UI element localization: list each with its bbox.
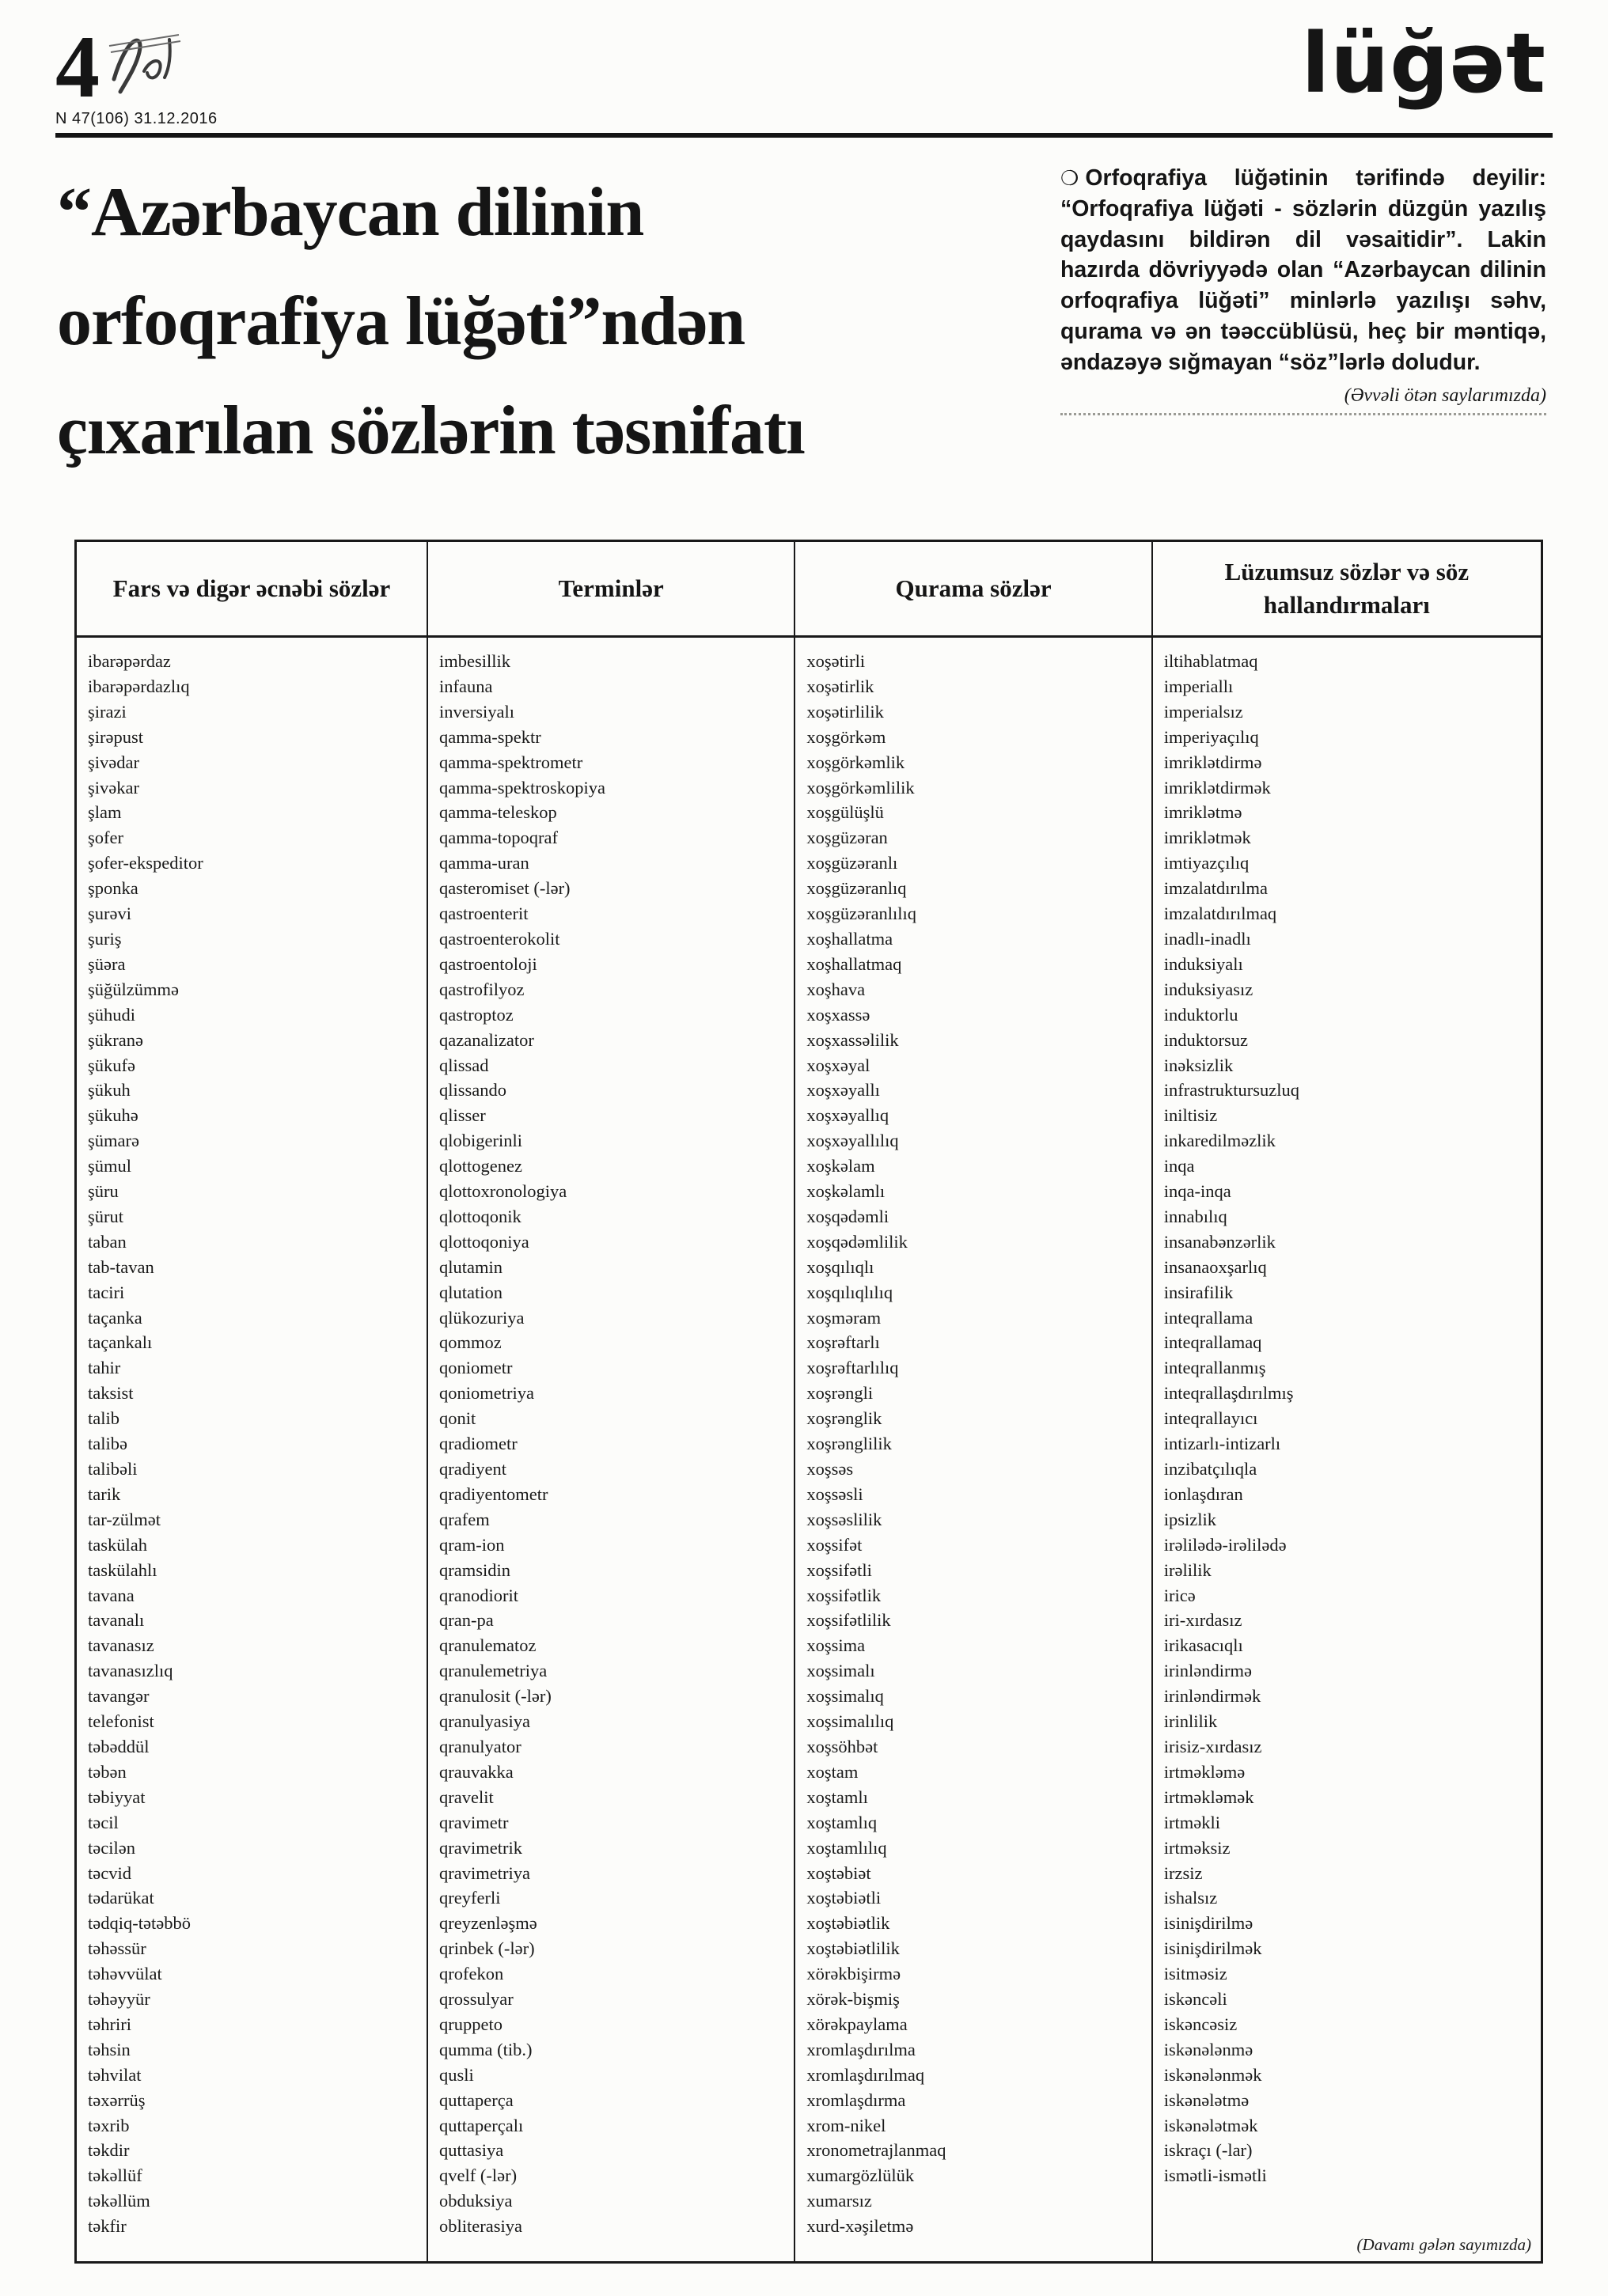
word-entry: təkəllüm — [88, 2191, 150, 2211]
word-entry: xoşxəyal — [806, 1055, 870, 1075]
word-entry: qlottoqoniya — [439, 1231, 529, 1252]
word-entry: qlottogenez — [439, 1156, 522, 1176]
word-entry: inəksizlik — [1163, 1055, 1234, 1075]
word-entry: qlükozuriya — [439, 1307, 525, 1328]
word-entry: imriklətmək — [1163, 828, 1251, 848]
word-entry: tavangər — [88, 1686, 150, 1707]
word-entry: iniltisiz — [1163, 1105, 1218, 1126]
word-entry: talibəli — [88, 1459, 138, 1479]
word-entry: irikasacıqlı — [1163, 1635, 1243, 1656]
word-entry: qlutamin — [439, 1256, 502, 1277]
word-entry: iskraçı (-lar) — [1163, 2140, 1253, 2161]
word-entry: xörək-bişmiş — [806, 1989, 900, 2010]
word-entry: inteqrallayıcı — [1163, 1408, 1258, 1429]
word-entry: qram-ion — [439, 1534, 505, 1555]
word-entry: induktorsuz — [1163, 1029, 1248, 1050]
word-entry: taçankalı — [88, 1332, 153, 1353]
word-entry: tar-zülmət — [88, 1509, 161, 1529]
word-entry: ibarəpərdaz — [88, 651, 171, 671]
word-column-terms — [428, 638, 795, 2261]
word-entry: inversiyalı — [439, 701, 514, 722]
word-entry: qravimetr — [439, 1812, 509, 1832]
word-entry: taçanka — [88, 1307, 142, 1328]
word-entry: xoşətirlilik — [806, 701, 884, 722]
word-entry: xoştəbiətlilik — [806, 1938, 900, 1959]
word-entry: taciri — [88, 1282, 125, 1302]
word-entry: qvelf (-lər) — [439, 2165, 518, 2186]
word-entry: qamma-spektr — [439, 726, 541, 747]
column-header-foreign-words: Fars və digər əcnəbi sözlər — [77, 542, 428, 635]
word-entry: qran-pa — [439, 1610, 494, 1631]
word-entry: xoşxəyallıq — [806, 1105, 889, 1126]
word-entry: xoşgüzəranlı — [806, 853, 898, 873]
word-entry: qlissad — [439, 1055, 489, 1075]
word-entry: təkəllüf — [88, 2165, 142, 2186]
word-entry: inzibatçılıqla — [1163, 1459, 1257, 1479]
word-entry: şükufə — [88, 1055, 135, 1075]
word-entry: qamma-teleskop — [439, 802, 557, 823]
headline-line: çıxarılan sözlərin təsnifatı — [57, 392, 805, 469]
footer-continuation-note: (Davamı gələn sayımızda) — [1356, 2235, 1531, 2254]
word-entry: xoşqədəmlilik — [806, 1231, 908, 1252]
word-entry: talibə — [88, 1434, 127, 1454]
word-entry: inkaredilməzlik — [1163, 1131, 1276, 1151]
word-entry: şofer — [88, 828, 123, 848]
intro-paragraph — [1060, 163, 1546, 377]
word-entry: təhəssür — [88, 1938, 146, 1959]
word-entry: qrofekon — [439, 1964, 504, 1984]
word-entry: xoşsəs — [806, 1459, 854, 1479]
word-entry: xoşgüzəran — [806, 828, 888, 848]
word-entry: xoşsifət — [806, 1534, 863, 1555]
word-entry: imtiyazçılıq — [1163, 853, 1250, 873]
word-entry: qradiyent — [439, 1459, 506, 1479]
word-entry: xoşgörkəmlilik — [806, 777, 915, 798]
word-entry: intizarlı-intizarlı — [1163, 1434, 1281, 1454]
word-entry: təcil — [88, 1812, 119, 1832]
masthead — [0, 0, 1608, 133]
word-entry: şivədar — [88, 752, 139, 772]
word-entry: taskülah — [88, 1534, 147, 1555]
word-entry: xoşsimalıq — [806, 1686, 884, 1707]
word-entry: qamma-spektroskopiya — [439, 777, 605, 798]
word-entry: qommoz — [439, 1332, 502, 1353]
word-entry: obduksiya — [439, 2191, 513, 2211]
word-entry: qranulyator — [439, 1736, 521, 1756]
word-entry: xörəkbişirmə — [806, 1964, 901, 1984]
word-entry: təkdir — [88, 2140, 130, 2161]
bullet-icon: ❍ — [1060, 166, 1079, 190]
word-entry: şüru — [88, 1181, 119, 1202]
column-header-unnecessary-words: Lüzumsuz sözlər və söz hallandırmaları — [1224, 558, 1470, 619]
word-entry: xumarsız — [806, 2191, 872, 2211]
word-entry: qusli — [439, 2064, 474, 2085]
word-entry: qranulyasiya — [439, 1711, 530, 1732]
word-entry: inteqrallanmış — [1163, 1358, 1266, 1378]
word-entry: xromlaşdırılma — [806, 2039, 916, 2059]
word-entry: təhsin — [88, 2039, 131, 2059]
page-number: 4 — [55, 18, 100, 116]
issue-info: N 47(106) 31.12.2016 — [55, 110, 218, 128]
word-entry: təcilən — [88, 1837, 135, 1858]
word-entry: xoşgörkəmlik — [806, 752, 905, 772]
word-column-made-up — [795, 638, 1152, 2261]
word-entry: xoşsimalılıq — [806, 1711, 894, 1732]
word-entry: qradiyentometr — [439, 1483, 548, 1504]
word-entry: şivəkar — [88, 777, 139, 798]
word-entry: xoştamlı — [806, 1786, 868, 1807]
word-entry: inqa — [1163, 1156, 1195, 1176]
word-entry: infauna — [439, 676, 493, 696]
word-entry: qamma-spektrometr — [439, 752, 583, 772]
word-entry: xoşsimalı — [806, 1661, 875, 1681]
word-entry: taban — [88, 1231, 127, 1252]
word-column-unnecessary — [1153, 638, 1541, 2261]
word-entry: qastroenterit — [439, 904, 529, 924]
word-entry: irtməkli — [1163, 1812, 1220, 1832]
column-header-made-up-words: Qurama sözlər — [795, 542, 1152, 635]
word-entry: xoştam — [806, 1761, 859, 1782]
masthead-logo-flourish-icon — [103, 28, 229, 98]
word-entry: isitməsiz — [1163, 1964, 1227, 1984]
word-entry: iskənələtmək — [1163, 2115, 1258, 2135]
word-entry: induktorlu — [1163, 1004, 1238, 1025]
word-entry: innabılıq — [1163, 1206, 1227, 1226]
intro-block — [1060, 158, 1546, 508]
word-entry: xoşqılıqlı — [806, 1256, 874, 1277]
word-entry: şüəra — [88, 953, 126, 974]
word-entry: ibarəpərdazlıq — [88, 676, 190, 696]
word-entry: şuriş — [88, 928, 122, 949]
word-entry: iskənələtmə — [1163, 2090, 1250, 2110]
word-entry: şükranə — [88, 1029, 143, 1050]
word-entry: xoşhava — [806, 979, 866, 999]
word-entry: qastroenterokolit — [439, 928, 560, 949]
word-entry: imriklətdirmək — [1163, 777, 1271, 798]
table-header-row — [77, 542, 1541, 638]
word-entry: xoşrənglik — [806, 1408, 882, 1429]
word-entry: taskülahlı — [88, 1559, 157, 1580]
word-entry: şürut — [88, 1206, 123, 1226]
word-entry: təbiyyat — [88, 1786, 146, 1807]
word-entry: şümul — [88, 1156, 132, 1176]
word-entry: xoşqədəmli — [806, 1206, 889, 1226]
word-entry: inqa-inqa — [1163, 1181, 1231, 1202]
word-entry: inteqrallaşdırılmış — [1163, 1383, 1294, 1404]
column-header-terms: Terminlər — [428, 542, 795, 635]
word-entry: qranulematoz — [439, 1635, 537, 1656]
word-entry: imriklətdirmə — [1163, 752, 1262, 772]
word-entry: şlam — [88, 802, 122, 823]
word-entry: xrom-nikel — [806, 2115, 886, 2135]
word-entry: iltihablatmaq — [1163, 651, 1258, 671]
word-entry: irəlilik — [1163, 1559, 1212, 1580]
word-entry: imzalatdırılmaq — [1163, 904, 1277, 924]
word-entry: xörəkpaylama — [806, 2014, 908, 2034]
word-entry: xoşsifətlik — [806, 1585, 882, 1605]
intro-continuation-note: (Əvvəli ötən saylarımızda) — [1060, 385, 1546, 415]
word-entry: induksiyalı — [1163, 953, 1243, 974]
word-entry: inteqrallama — [1163, 1307, 1253, 1328]
word-entry: qlisser — [439, 1105, 486, 1126]
word-entry: qazanalizator — [439, 1029, 534, 1050]
word-entry: təhəyyür — [88, 1989, 150, 2010]
word-entry: qrauvakka — [439, 1761, 514, 1782]
word-entry: quttaperça — [439, 2090, 514, 2110]
word-entry: qoniometriya — [439, 1383, 534, 1404]
word-entry: qlobigerinli — [439, 1131, 522, 1151]
word-entry: şükuhə — [88, 1105, 138, 1126]
word-entry: xoşsifətli — [806, 1559, 872, 1580]
word-entry: qranulemetriya — [439, 1661, 548, 1681]
word-entry: qramsidin — [439, 1559, 510, 1580]
word-entry: xoşrəngli — [806, 1383, 874, 1404]
word-entry: qranulosit (-lər) — [439, 1686, 552, 1707]
word-entry: telefonist — [88, 1711, 154, 1732]
word-entry: irisiz-xırdasız — [1163, 1736, 1262, 1756]
word-entry: iskəncəli — [1163, 1989, 1227, 2010]
word-entry: xoşətirlik — [806, 676, 874, 696]
word-entry: iricə — [1163, 1585, 1196, 1605]
word-entry: iskəncəsiz — [1163, 2014, 1238, 2034]
word-entry: isinişdirilmək — [1163, 1938, 1262, 1959]
word-entry: təxərrüş — [88, 2090, 146, 2110]
word-entry: qravimetrik — [439, 1837, 522, 1858]
word-classification-table — [74, 540, 1543, 2264]
word-entry: xoştəbiətlik — [806, 1913, 890, 1934]
word-entry: xoştəbiət — [806, 1862, 871, 1883]
word-entry: qumma (tib.) — [439, 2039, 533, 2059]
word-entry: qastroentoloji — [439, 953, 537, 974]
headline-line: orfoqrafiya lüğəti”ndən — [57, 283, 745, 360]
word-entry: qlottoxronologiya — [439, 1181, 567, 1202]
word-entry: irinləndirmək — [1163, 1686, 1261, 1707]
word-entry: induksiyasız — [1163, 979, 1253, 999]
word-entry: tavana — [88, 1585, 135, 1605]
word-entry: xoşgüzəranlıq — [806, 878, 907, 899]
word-entry: şponka — [88, 878, 138, 899]
word-entry: təbən — [88, 1761, 127, 1782]
word-entry: xurd-xəşiletmə — [806, 2216, 914, 2237]
word-entry: xoşrəftarlı — [806, 1332, 880, 1353]
word-entry: qreyferli — [439, 1888, 501, 1908]
word-entry: qamma-uran — [439, 853, 529, 873]
word-entry: imperialsız — [1163, 701, 1243, 722]
word-entry: talib — [88, 1408, 119, 1429]
word-entry: xoşxəyallı — [806, 1080, 880, 1101]
table-body — [77, 638, 1541, 2261]
word-entry: imzalatdırılma — [1163, 878, 1268, 899]
word-entry: irinlilik — [1163, 1711, 1218, 1732]
word-entry: şirazi — [88, 701, 127, 722]
word-entry: xromlaşdırma — [806, 2090, 906, 2110]
word-entry: xoşməram — [806, 1307, 882, 1328]
word-entry: irzsiz — [1163, 1862, 1203, 1883]
word-entry: qranodiorit — [439, 1585, 518, 1605]
word-entry: xromlaşdırılmaq — [806, 2064, 925, 2085]
word-entry: xoşhallatma — [806, 928, 893, 949]
word-entry: təhəvvülat — [88, 1964, 162, 1984]
word-entry: xoşxəyallılıq — [806, 1131, 899, 1151]
word-entry: imriklətmə — [1163, 802, 1242, 823]
word-entry: xoşsifətlilik — [806, 1610, 891, 1631]
word-entry: təhvilat — [88, 2064, 142, 2085]
word-entry: xoşrəftarlılıq — [806, 1358, 899, 1378]
intro-text: Orfoqrafiya lüğətinin tərifində deyilir: “Orfoqrafiya lüğəti - sözlərin düzgün yazılış qaydasını bildirən dil vəsaitidir”. Lakin hazırda dövriyyədə olan “Azərbaycan dilinin orfoqrafiya lüğəti” minlərlə yazılışı səhv, qurama və ən təəccüblüsü, heç bir məntiqə, əndazəyə sığmayan “söz”lərlə doludur. — [1060, 165, 1546, 375]
word-entry: qamma-topoqraf — [439, 828, 558, 848]
word-entry: quttaperçalı — [439, 2115, 524, 2135]
word-entry: irtməkləmə — [1163, 1761, 1246, 1782]
word-entry: qreyzenləşmə — [439, 1913, 537, 1934]
word-entry: təkfir — [88, 2216, 127, 2237]
lead-section — [0, 138, 1608, 522]
masthead-left — [55, 18, 229, 128]
word-entry: ipsizlik — [1163, 1509, 1216, 1529]
word-entry: şofer-ekspeditor — [88, 853, 203, 873]
word-entry: iskənələnmə — [1163, 2039, 1253, 2059]
word-entry: təhriri — [88, 2014, 131, 2034]
word-entry: qrinbek (-lər) — [439, 1938, 535, 1959]
word-entry: irinləndirmə — [1163, 1661, 1252, 1681]
section-title: lüğət — [1301, 15, 1546, 112]
word-entry: insanaoxşarlıq — [1163, 1256, 1267, 1277]
word-entry: təcvid — [88, 1862, 131, 1883]
word-entry: tab-tavan — [88, 1256, 154, 1277]
word-entry: təxrib — [88, 2115, 130, 2135]
word-entry: ionlaşdıran — [1163, 1483, 1243, 1504]
word-entry: irəlilədə-irəlilədə — [1163, 1534, 1287, 1555]
word-entry: iri-xırdasız — [1163, 1610, 1242, 1631]
word-entry: xoşrənglilik — [806, 1434, 892, 1454]
word-entry: qrafem — [439, 1509, 490, 1529]
word-entry: xoşgörkəm — [806, 726, 886, 747]
word-entry: tahir — [88, 1358, 121, 1378]
word-entry: qruppeto — [439, 2014, 502, 2034]
headline — [57, 158, 1024, 508]
word-entry: şühudi — [88, 1004, 136, 1025]
word-entry: xoştəbiətli — [806, 1888, 882, 1908]
word-entry: qlissando — [439, 1080, 507, 1101]
word-entry: irtməkləmək — [1163, 1786, 1254, 1807]
word-entry: inadlı-inadlı — [1163, 928, 1251, 949]
word-entry: iskənələnmək — [1163, 2064, 1262, 2085]
word-entry: ismətli-ismətli — [1163, 2165, 1267, 2186]
word-entry: xoşgüzəranlılıq — [806, 904, 917, 924]
word-entry: xoşxassə — [806, 1004, 870, 1025]
word-entry: xoşsima — [806, 1635, 866, 1656]
word-entry: xoşsəsli — [806, 1483, 863, 1504]
word-entry: xoşkəlamlı — [806, 1181, 886, 1202]
word-entry: qlottoqonik — [439, 1206, 521, 1226]
word-entry: qasteromiset (-lər) — [439, 878, 571, 899]
word-entry: imbesillik — [439, 651, 510, 671]
word-entry: qravimetriya — [439, 1862, 530, 1883]
word-entry: insanabənzərlik — [1163, 1231, 1276, 1252]
page-number-row — [55, 18, 229, 116]
word-entry: xumargözlülük — [806, 2165, 915, 2186]
word-entry: şurəvi — [88, 904, 131, 924]
word-entry: qonit — [439, 1408, 476, 1429]
word-entry: şükuh — [88, 1080, 131, 1101]
word-entry: irtməksiz — [1163, 1837, 1231, 1858]
word-entry: şüğülzümmə — [88, 979, 179, 999]
word-entry: xoşsöhbət — [806, 1736, 878, 1756]
word-entry: tarik — [88, 1483, 121, 1504]
word-entry: imperiyaçılıq — [1163, 726, 1259, 747]
word-entry: xoşxassəlilik — [806, 1029, 899, 1050]
word-entry: inteqrallamaq — [1163, 1332, 1262, 1353]
word-entry: xoşkəlam — [806, 1156, 875, 1176]
word-entry: xoşqılıqlılıq — [806, 1282, 893, 1302]
word-entry: tədarükat — [88, 1888, 154, 1908]
word-entry: taksist — [88, 1383, 134, 1404]
word-entry: xoşhallatmaq — [806, 953, 902, 974]
word-entry: qastrofilyoz — [439, 979, 525, 999]
word-entry: qoniometr — [439, 1358, 513, 1378]
word-entry: ishalsız — [1163, 1888, 1218, 1908]
word-entry: şümarə — [88, 1131, 139, 1151]
word-entry: xoşətirli — [806, 651, 866, 671]
word-entry: qrossulyar — [439, 1989, 514, 2010]
word-entry: qravelit — [439, 1786, 494, 1807]
word-entry: tavanalı — [88, 1610, 145, 1631]
word-entry: tavanasız — [88, 1635, 154, 1656]
word-entry: şirəpust — [88, 726, 143, 747]
word-entry: xoşsəslilik — [806, 1509, 882, 1529]
word-entry: obliterasiya — [439, 2216, 522, 2237]
word-entry: tavanasızlıq — [88, 1661, 173, 1681]
headline-line: “Azərbaycan dilinin — [57, 174, 644, 251]
word-entry: infrastruktursuzluq — [1163, 1080, 1299, 1101]
word-entry: qlutation — [439, 1282, 502, 1302]
word-column-foreign — [77, 638, 428, 2261]
word-entry: insirafilik — [1163, 1282, 1234, 1302]
word-entry: qastroptoz — [439, 1004, 514, 1025]
word-entry: tədqiq-tətəbbö — [88, 1913, 191, 1934]
word-entry: xoşgülüşlü — [806, 802, 884, 823]
word-entry: xoştamlıq — [806, 1812, 878, 1832]
word-entry: xronometrajlanmaq — [806, 2140, 946, 2161]
word-entry: isinişdirilmə — [1163, 1913, 1253, 1934]
word-entry: imperiallı — [1163, 676, 1234, 696]
word-entry: quttasiya — [439, 2140, 504, 2161]
word-entry: təbəddül — [88, 1736, 150, 1756]
word-entry: qradiometr — [439, 1434, 518, 1454]
word-entry: xoştamlılıq — [806, 1837, 887, 1858]
